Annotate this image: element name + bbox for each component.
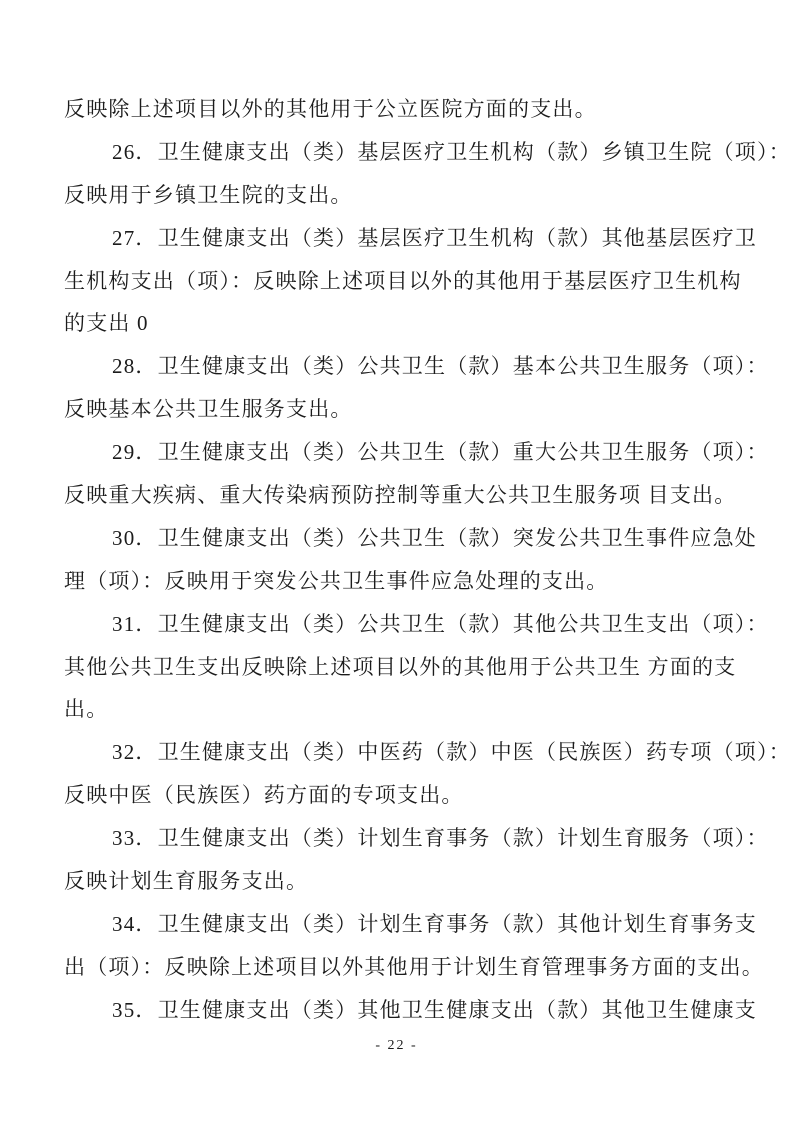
- item-34: 34．卫生健康支出（类）计划生育事务（款）其他计划生育事务支: [112, 911, 757, 936]
- text-line: 生机构支出（项）：反映除上述项目以外的其他用于基层医疗卫生机构: [64, 268, 742, 293]
- text-line: 反映中医（民族医）药方面的专项支出。: [64, 783, 464, 808]
- text-line: 理（项）：反映用于突发公共卫生事件应急处理的支出。: [64, 568, 609, 593]
- document-body-text: [64, 88, 791, 1032]
- item-28: 28．卫生健康支出（类）公共卫生（款）基本公共卫生服务（项）：: [112, 354, 769, 379]
- item-33: 33．卫生健康支出（类）计划生育事务（款）计划生育服务（项）：: [112, 826, 769, 851]
- item-32: 32．卫生健康支出（类）中医药（款）中医（民族医）药专项（项）：: [112, 740, 791, 765]
- text-line: 的支出 0: [64, 311, 149, 336]
- text-line: 反映除上述项目以外的其他用于公立医院方面的支出。: [64, 97, 597, 121]
- item-27: 27．卫生健康支出（类）基层医疗卫生机构（款）其他基层医疗卫: [112, 225, 757, 250]
- text-line: 反映计划生育服务支出。: [64, 869, 309, 894]
- item-29: 29．卫生健康支出（类）公共卫生（款）重大公共卫生服务（项）：: [112, 440, 769, 465]
- text-line: 反映重大疾病、重大传染病预防控制等重大公共卫生服务项 目支出。: [64, 483, 737, 508]
- text-line: 反映用于乡镇卫生院的支出。: [64, 182, 353, 207]
- item-31: 31．卫生健康支出（类）公共卫生（款）其他公共卫生支出（项）：: [112, 611, 769, 636]
- text-line: 其他公共卫生支出反映除上述项目以外的其他用于公共卫生 方面的支: [64, 654, 737, 679]
- text-line: 出。: [64, 697, 109, 722]
- page-number: - 22 -: [375, 1038, 418, 1053]
- text-line: 出（项）：反映除上述项目以外其他用于计划生育管理事务方面的支出。: [64, 954, 764, 979]
- item-26: 26．卫生健康支出（类）基层医疗卫生机构（款）乡镇卫生院（项）：: [112, 139, 791, 164]
- item-30: 30．卫生健康支出（类）公共卫生（款）突发公共卫生事件应急处: [112, 525, 757, 550]
- item-35: 35．卫生健康支出（类）其他卫生健康支出（款）其他卫生健康支: [112, 997, 757, 1022]
- text-line: 反映基本公共卫生服务支出。: [64, 397, 353, 422]
